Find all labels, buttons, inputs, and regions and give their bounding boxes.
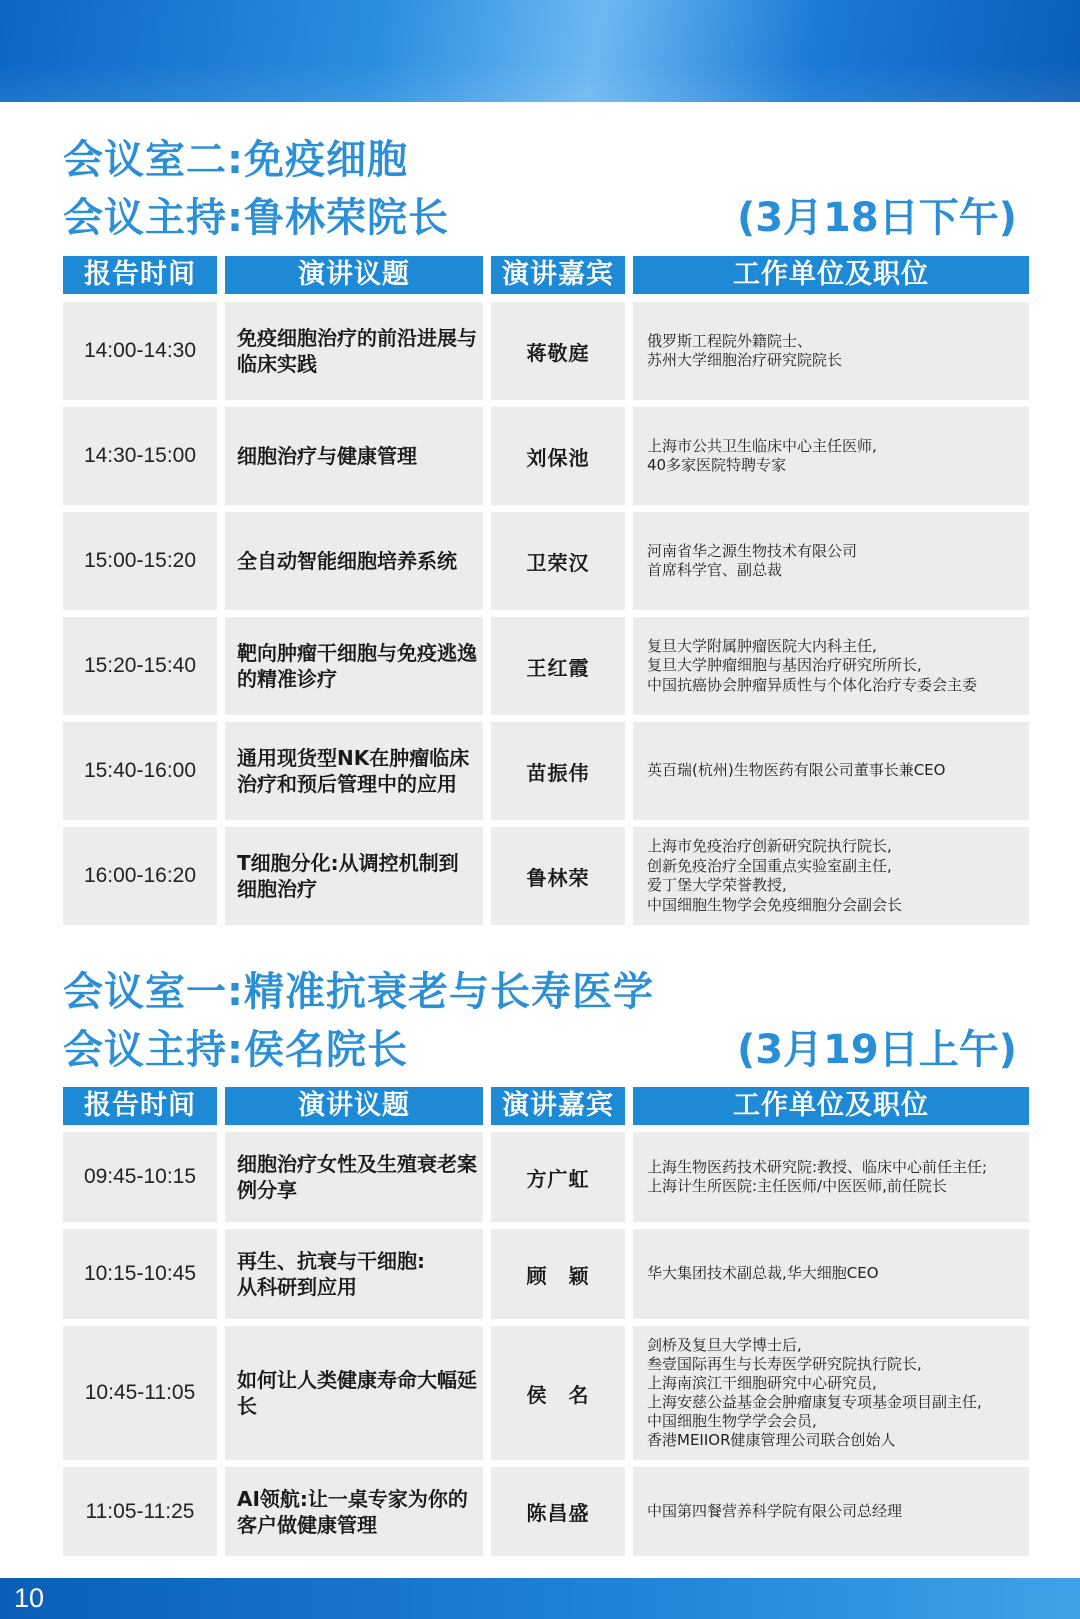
time-cell: 14:30-15:00 <box>63 407 217 505</box>
section-date: (3月18日下午) <box>736 195 1017 241</box>
time-cell: 11:05-11:25 <box>63 1467 217 1556</box>
speaker-cell: 鲁林荣 <box>491 827 625 925</box>
time-cell: 15:00-15:20 <box>63 512 217 610</box>
footer-bar <box>0 1578 1080 1619</box>
time-cell: 10:45-11:05 <box>63 1326 217 1460</box>
header-topic: 演讲议题 <box>225 256 483 294</box>
section-host: 会议主持:鲁林荣院长 <box>63 195 449 241</box>
section-date: (3月19日上午) <box>736 1027 1017 1073</box>
topic-cell: T细胞分化:从调控机制到细胞治疗 <box>225 827 483 925</box>
org-cell: 河南省华之源生物技术有限公司 首席科学官、副总裁 <box>633 512 1029 610</box>
section-title: 会议室一:精准抗衰老与长寿医学 <box>63 969 654 1015</box>
topic-cell: 细胞治疗与健康管理 <box>225 407 483 505</box>
org-cell: 英百瑞(杭州)生物医药有限公司董事长兼CEO <box>633 722 1029 820</box>
time-cell: 09:45-10:15 <box>63 1132 217 1222</box>
topic-cell: 如何让人类健康寿命大幅延长 <box>225 1326 483 1460</box>
top-banner <box>0 0 1080 102</box>
header-time: 报告时间 <box>63 1087 217 1125</box>
org-cell: 中国第四餐营养科学院有限公司总经理 <box>633 1467 1029 1556</box>
time-cell: 15:40-16:00 <box>63 722 217 820</box>
topic-cell: AI领航:让一桌专家为你的客户做健康管理 <box>225 1467 483 1556</box>
page-number: 10 <box>14 1583 45 1613</box>
header-speaker: 演讲嘉宾 <box>491 256 625 294</box>
speaker-cell: 刘保池 <box>491 407 625 505</box>
speaker-cell: 侯 名 <box>491 1326 625 1460</box>
section-title: 会议室二:免疫细胞 <box>63 137 408 183</box>
time-cell: 10:15-10:45 <box>63 1229 217 1319</box>
topic-cell: 免疫细胞治疗的前沿进展与临床实践 <box>225 302 483 400</box>
speaker-cell: 蒋敬庭 <box>491 302 625 400</box>
speaker-cell: 陈昌盛 <box>491 1467 625 1556</box>
header-org: 工作单位及职位 <box>633 1087 1029 1125</box>
topic-cell: 靶向肿瘤干细胞与免疫逃逸的精准诊疗 <box>225 617 483 715</box>
topic-cell: 全自动智能细胞培养系统 <box>225 512 483 610</box>
header-time: 报告时间 <box>63 256 217 294</box>
header-org: 工作单位及职位 <box>633 256 1029 294</box>
topic-cell: 通用现货型NK在肿瘤临床治疗和预后管理中的应用 <box>225 722 483 820</box>
org-cell: 华大集团技术副总裁,华大细胞CEO <box>633 1229 1029 1319</box>
org-cell: 俄罗斯工程院外籍院士、 苏州大学细胞治疗研究院院长 <box>633 302 1029 400</box>
org-cell: 复旦大学附属肿瘤医院大内科主任, 复旦大学肿瘤细胞与基因治疗研究所所长, 中国抗癌协会肿瘤异质性与个体化治疗专委会主委 <box>633 617 1029 715</box>
table-header <box>63 256 1029 294</box>
time-cell: 15:20-15:40 <box>63 617 217 715</box>
topic-cell: 细胞治疗女性及生殖衰老案例分享 <box>225 1132 483 1222</box>
table-header <box>63 1087 1029 1125</box>
speaker-cell: 王红霞 <box>491 617 625 715</box>
org-cell: 上海市公共卫生临床中心主任医师, 40多家医院特聘专家 <box>633 407 1029 505</box>
org-cell: 上海市免疫治疗创新研究院执行院长, 创新免疫治疗全国重点实验室副主任, 爱丁堡大学荣誉教授, 中国细胞生物学会免疫细胞分会副会长 <box>633 827 1029 925</box>
header-topic: 演讲议题 <box>225 1087 483 1125</box>
speaker-cell: 顾 颖 <box>491 1229 625 1319</box>
time-cell: 16:00-16:20 <box>63 827 217 925</box>
speaker-cell: 苗振伟 <box>491 722 625 820</box>
speaker-cell: 方广虹 <box>491 1132 625 1222</box>
section-host: 会议主持:侯名院长 <box>63 1027 408 1073</box>
topic-cell: 再生、抗衰与干细胞: 从科研到应用 <box>225 1229 483 1319</box>
speaker-cell: 卫荣汉 <box>491 512 625 610</box>
header-speaker: 演讲嘉宾 <box>491 1087 625 1125</box>
org-cell: 上海生物医药技术研究院:教授、临床中心前任主任; 上海计生所医院:主任医师/中医医师,前任院长 <box>633 1132 1029 1222</box>
org-cell: 剑桥及复旦大学博士后, 叁壹国际再生与长寿医学研究院执行院长, 上海南滨江干细胞研究中心研究员, 上海安慈公益基金会肿瘤康复专项基金项目副主任, 中国细胞生物学学会会员, 香港MEIIOR健康管理公司联合创始人 <box>633 1326 1029 1460</box>
time-cell: 14:00-14:30 <box>63 302 217 400</box>
